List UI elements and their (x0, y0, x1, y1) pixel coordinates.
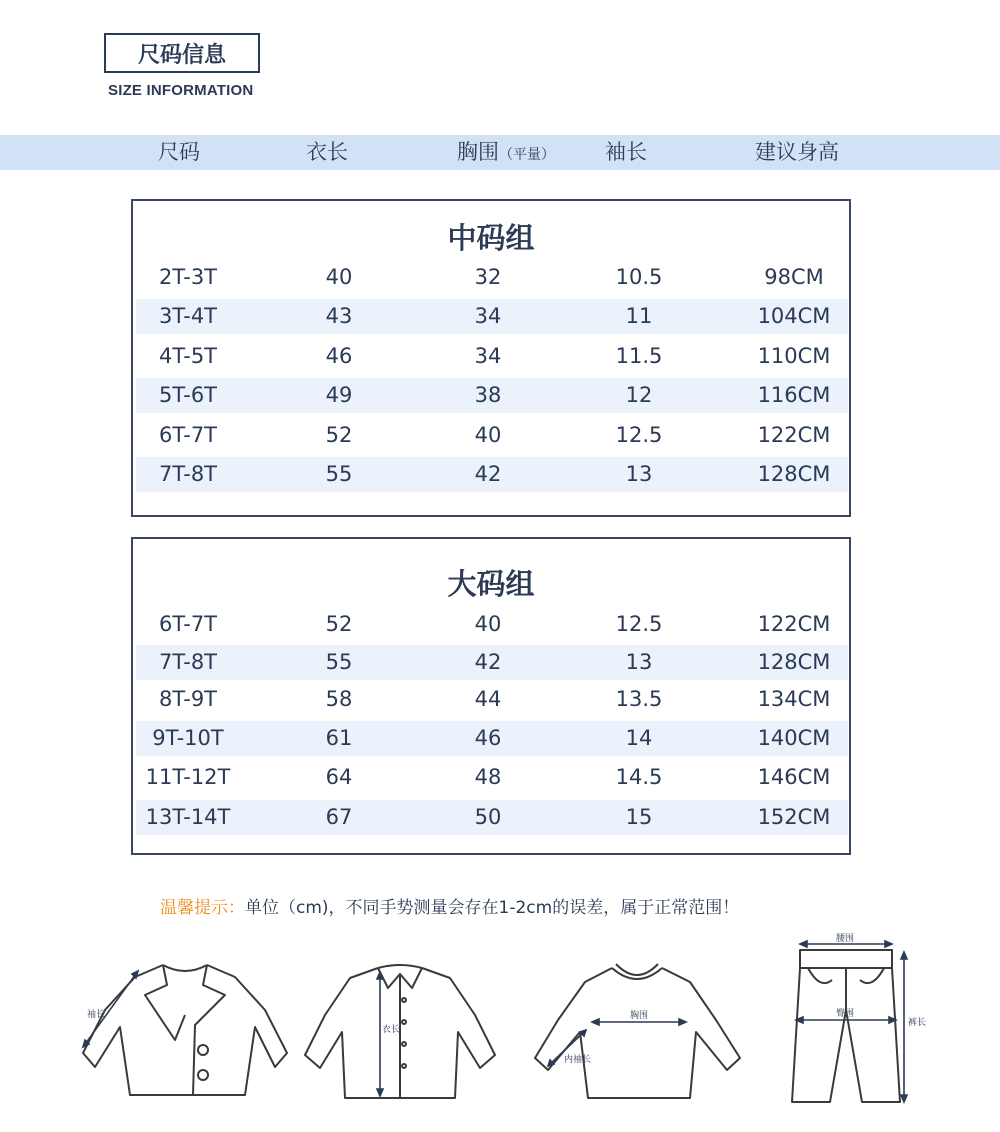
col-header-height: 建议身高 (755, 140, 839, 164)
tshirt-illustration (530, 960, 745, 1110)
measurement-tip (160, 893, 739, 918)
col-header-size: 尺码 (158, 140, 200, 164)
sleeve-cell: 10.5 (615, 265, 663, 289)
jacket-illustration (75, 955, 295, 1105)
pants-hip-label: 臀围 (836, 1009, 855, 1019)
height-cell: 128CM (757, 650, 831, 674)
length-cell: 58 (325, 687, 353, 711)
size-cell: 11T-12T (145, 765, 231, 789)
section-title-en: SIZE INFORMATION (108, 82, 254, 99)
chest-cell: 46 (474, 726, 502, 750)
sleeve-cell: 13.5 (615, 687, 663, 711)
sleeve-cell: 14.5 (615, 765, 663, 789)
sleeve-cell: 15 (625, 805, 653, 829)
size-cell: 7T-8T (158, 650, 218, 674)
pants-waist-label: 腰围 (836, 934, 855, 944)
height-cell: 110CM (757, 344, 831, 368)
sleeve-cell: 13 (625, 650, 653, 674)
length-cell: 49 (325, 383, 353, 407)
pants-illustration (780, 930, 930, 1110)
length-cell: 43 (325, 304, 353, 328)
table-row (136, 457, 848, 492)
medium-group-title: 中码组 (447, 221, 535, 255)
table-row (136, 800, 848, 835)
chest-cell: 48 (474, 765, 502, 789)
size-cell: 5T-6T (158, 383, 218, 407)
size-cell: 9T-10T (152, 726, 224, 750)
length-cell: 52 (325, 612, 353, 636)
chest-cell: 42 (474, 462, 502, 486)
table-row (136, 607, 848, 642)
medium-size-table (131, 199, 851, 517)
jacket-sleeve-label: 袖长 (87, 1010, 106, 1020)
height-cell: 116CM (757, 383, 831, 407)
sleeve-cell: 14 (625, 726, 653, 750)
height-cell: 152CM (757, 805, 831, 829)
chest-cell: 44 (474, 687, 502, 711)
col-header-chest-label: 胸围 (457, 140, 499, 164)
column-header-band (0, 135, 1000, 170)
chest-cell: 32 (474, 265, 502, 289)
height-cell: 134CM (757, 687, 831, 711)
chest-cell: 40 (474, 423, 502, 447)
col-header-chest-note: （平量） (499, 147, 555, 163)
length-cell: 64 (325, 765, 353, 789)
length-cell: 61 (325, 726, 353, 750)
size-cell: 4T-5T (158, 344, 218, 368)
size-cell: 13T-14T (145, 805, 231, 829)
length-cell: 40 (325, 265, 353, 289)
table-row (136, 682, 848, 717)
table-row (136, 260, 848, 295)
length-cell: 67 (325, 805, 353, 829)
sleeve-cell: 12 (625, 383, 653, 407)
table-row (136, 378, 848, 413)
size-cell: 6T-7T (158, 612, 218, 636)
table-row (136, 418, 848, 453)
section-title-cn: 尺码信息 (137, 42, 226, 68)
chest-cell: 38 (474, 383, 502, 407)
height-cell: 140CM (757, 726, 831, 750)
shirt-illustration (300, 960, 500, 1110)
length-cell: 46 (325, 344, 353, 368)
table-row (136, 760, 848, 795)
size-cell: 3T-4T (158, 304, 218, 328)
sleeve-cell: 11.5 (615, 344, 663, 368)
tip-text: 单位（cm)，不同手势测量会存在1-2cm的误差，属于正常范围！ (245, 898, 740, 918)
chest-cell: 34 (474, 344, 502, 368)
chest-cell: 40 (474, 612, 502, 636)
tip-label: 温馨提示： (160, 898, 245, 918)
table-row (136, 299, 848, 334)
col-header-length: 衣长 (306, 140, 348, 164)
table-row (136, 339, 848, 374)
shirt-length-label: 衣长 (382, 1025, 401, 1035)
size-cell: 7T-8T (158, 462, 218, 486)
section-title-box (104, 33, 260, 73)
sleeve-cell: 11 (625, 304, 653, 328)
pants-length-label: 裤长 (908, 1018, 927, 1028)
col-header-chest (457, 135, 555, 170)
large-size-table (131, 537, 851, 855)
col-header-sleeve: 袖长 (605, 140, 647, 164)
length-cell: 55 (325, 462, 353, 486)
table-row (136, 721, 848, 756)
sleeve-cell: 12.5 (615, 612, 663, 636)
tshirt-sleeve-label: 内袖长 (564, 1055, 592, 1065)
length-cell: 55 (325, 650, 353, 674)
height-cell: 146CM (757, 765, 831, 789)
height-cell: 104CM (757, 304, 831, 328)
height-cell: 98CM (764, 265, 824, 289)
size-cell: 2T-3T (158, 265, 218, 289)
height-cell: 122CM (757, 423, 831, 447)
height-cell: 122CM (757, 612, 831, 636)
sleeve-cell: 12.5 (615, 423, 663, 447)
sleeve-cell: 13 (625, 462, 653, 486)
chest-cell: 34 (474, 304, 502, 328)
chest-cell: 42 (474, 650, 502, 674)
large-group-title: 大码组 (447, 567, 535, 601)
length-cell: 52 (325, 423, 353, 447)
table-row (136, 645, 848, 680)
height-cell: 128CM (757, 462, 831, 486)
size-cell: 6T-7T (158, 423, 218, 447)
tshirt-chest-label: 胸围 (630, 1011, 649, 1021)
size-cell: 8T-9T (158, 687, 218, 711)
chest-cell: 50 (474, 805, 502, 829)
